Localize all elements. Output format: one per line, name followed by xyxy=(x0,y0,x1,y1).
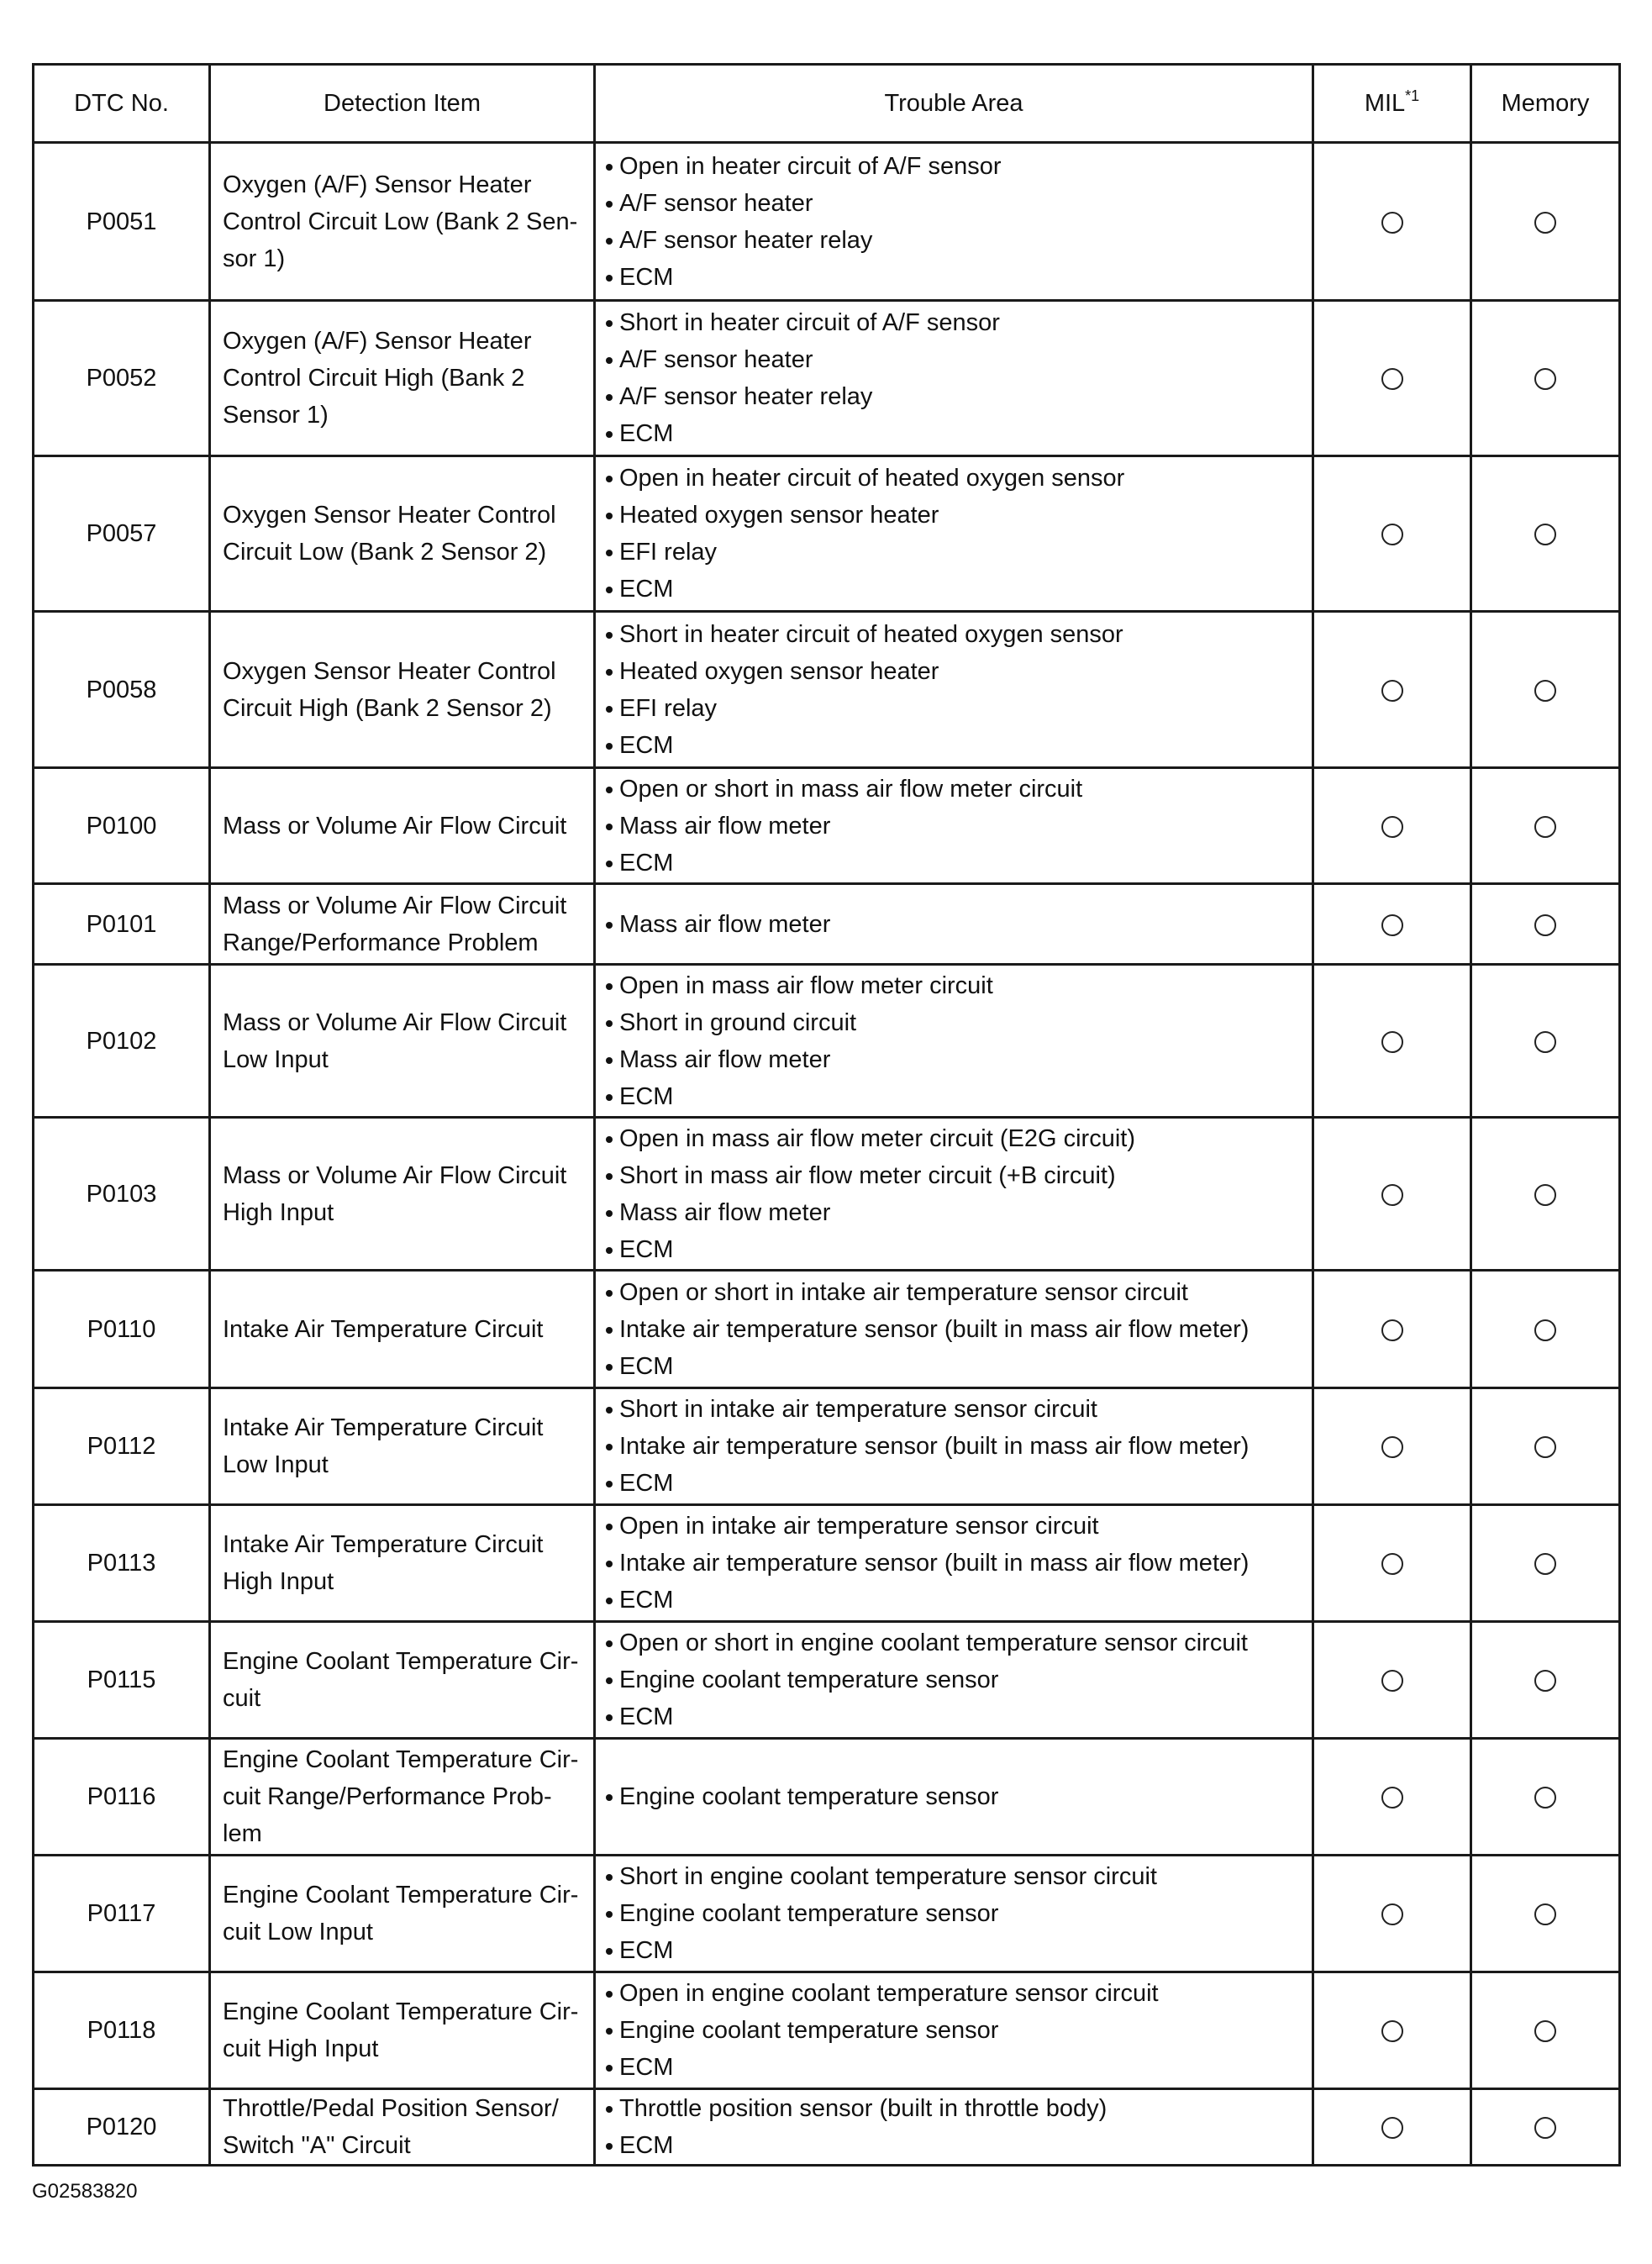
trouble-area-item: A/F sensor heater relay xyxy=(604,378,1303,415)
trouble-area-list xyxy=(604,1120,1303,1268)
trouble-area-list xyxy=(604,967,1303,1115)
detection-item xyxy=(210,1856,595,1972)
memory-circle-icon xyxy=(1534,1553,1556,1575)
memory-cell xyxy=(1471,143,1620,301)
detection-item xyxy=(210,1739,595,1856)
memory-cell xyxy=(1471,1856,1620,1972)
detection-item-line: High Input xyxy=(223,1198,334,1226)
detection-item xyxy=(210,1118,595,1271)
trouble-area-item: ECM xyxy=(604,1932,1303,1969)
dtc-code: P0051 xyxy=(34,143,210,301)
trouble-area-list xyxy=(604,148,1303,296)
mil-circle-icon xyxy=(1381,212,1403,234)
trouble-area xyxy=(595,143,1313,301)
memory-circle-icon xyxy=(1534,2020,1556,2042)
table-row xyxy=(34,768,1620,884)
memory-circle-icon xyxy=(1534,368,1556,390)
memory-cell xyxy=(1471,1972,1620,2089)
trouble-area-item: Open in mass air flow meter circuit xyxy=(604,967,1303,1004)
memory-circle-icon xyxy=(1534,1319,1556,1341)
mil-circle-icon xyxy=(1381,368,1403,390)
mil-circle-icon xyxy=(1381,1436,1403,1458)
trouble-area-item: Open in mass air flow meter circuit (E2G circuit) xyxy=(604,1120,1303,1157)
trouble-area-item: ECM xyxy=(604,1698,1303,1735)
table-row xyxy=(34,1118,1620,1271)
dtc-code: P0116 xyxy=(34,1739,210,1856)
trouble-area-item: EFI relay xyxy=(604,690,1303,727)
trouble-area-item: Open or short in intake air temperature sensor circuit xyxy=(604,1274,1303,1311)
mil-circle-icon xyxy=(1381,1184,1403,1206)
trouble-area-item: ECM xyxy=(604,1078,1303,1115)
trouble-area-item: Open or short in engine coolant temperature sensor circuit xyxy=(604,1624,1303,1661)
trouble-area-item: Short in engine coolant temperature sensor circuit xyxy=(604,1858,1303,1895)
header-mil-footnote: *1 xyxy=(1405,87,1420,104)
trouble-area-item: ECM xyxy=(604,415,1303,452)
detection-item-line: sor 1) xyxy=(223,245,286,272)
table-row xyxy=(34,456,1620,612)
mil-circle-icon xyxy=(1381,1553,1403,1575)
trouble-area-item: Open in heater circuit of heated oxygen sensor xyxy=(604,460,1303,497)
detection-item xyxy=(210,143,595,301)
dtc-code: P0117 xyxy=(34,1856,210,1972)
trouble-area-item: Engine coolant temperature sensor xyxy=(604,1778,1303,1815)
detection-item-line: Oxygen Sensor Heater Control xyxy=(223,502,556,529)
mil-cell xyxy=(1313,1622,1471,1739)
detection-item-line: Oxygen (A/F) Sensor Heater xyxy=(223,171,532,198)
trouble-area-list xyxy=(604,771,1303,882)
trouble-area-item: Short in ground circuit xyxy=(604,1004,1303,1041)
table-row xyxy=(34,1739,1620,1856)
detection-item-line: Intake Air Temperature Circuit xyxy=(223,1315,544,1343)
trouble-area-list xyxy=(604,616,1303,764)
dtc-table-body xyxy=(34,143,1620,2166)
table-row xyxy=(34,1972,1620,2089)
memory-cell xyxy=(1471,2089,1620,2166)
detection-item-line: Engine Coolant Temperature Cir- xyxy=(223,1648,579,1675)
trouble-area-item: A/F sensor heater relay xyxy=(604,222,1303,259)
trouble-area-item: Throttle position sensor (built in throttle body) xyxy=(604,2090,1303,2127)
detection-item xyxy=(210,1388,595,1505)
trouble-area-item: Heated oxygen sensor heater xyxy=(604,497,1303,534)
detection-item-line: Sensor 1) xyxy=(223,402,329,429)
table-row xyxy=(34,2089,1620,2166)
memory-cell xyxy=(1471,965,1620,1118)
memory-cell xyxy=(1471,612,1620,768)
memory-cell xyxy=(1471,1505,1620,1622)
dtc-code: P0120 xyxy=(34,2089,210,2166)
dtc-code: P0102 xyxy=(34,965,210,1118)
detection-item-line: Intake Air Temperature Circuit xyxy=(223,1531,544,1558)
table-row xyxy=(34,143,1620,301)
trouble-area xyxy=(595,1972,1313,2089)
mil-cell xyxy=(1313,456,1471,612)
mil-cell xyxy=(1313,1271,1471,1388)
trouble-area-item: Intake air temperature sensor (built in mass air flow meter) xyxy=(604,1545,1303,1582)
memory-circle-icon xyxy=(1534,1436,1556,1458)
dtc-code: P0115 xyxy=(34,1622,210,1739)
trouble-area-item: ECM xyxy=(604,259,1303,296)
detection-item xyxy=(210,1972,595,2089)
mil-cell xyxy=(1313,1388,1471,1505)
detection-item-line: High Input xyxy=(223,1568,334,1595)
trouble-area xyxy=(595,965,1313,1118)
mil-cell xyxy=(1313,1739,1471,1856)
trouble-area xyxy=(595,1739,1313,1856)
memory-cell xyxy=(1471,456,1620,612)
figure-id: G02583820 xyxy=(32,2180,138,2203)
trouble-area xyxy=(595,1118,1313,1271)
detection-item xyxy=(210,768,595,884)
detection-item xyxy=(210,1622,595,1739)
memory-cell xyxy=(1471,301,1620,456)
mil-circle-icon xyxy=(1381,816,1403,838)
dtc-code: P0118 xyxy=(34,1972,210,2089)
header-memory: Memory xyxy=(1471,65,1620,143)
table-row xyxy=(34,884,1620,965)
dtc-code: P0110 xyxy=(34,1271,210,1388)
memory-circle-icon xyxy=(1534,1031,1556,1053)
detection-item-line: Low Input xyxy=(223,1045,329,1073)
mil-cell xyxy=(1313,1972,1471,2089)
table-row xyxy=(34,965,1620,1118)
header-dtc: DTC No. xyxy=(34,65,210,143)
memory-cell xyxy=(1471,1271,1620,1388)
dtc-code: P0103 xyxy=(34,1118,210,1271)
trouble-area-list xyxy=(604,1624,1303,1735)
memory-cell xyxy=(1471,1622,1620,1739)
detection-item xyxy=(210,2089,595,2166)
trouble-area-item: ECM xyxy=(604,727,1303,764)
memory-cell xyxy=(1471,1739,1620,1856)
mil-circle-icon xyxy=(1381,1670,1403,1692)
mil-circle-icon xyxy=(1381,524,1403,545)
mil-circle-icon xyxy=(1381,2117,1403,2139)
memory-circle-icon xyxy=(1534,1670,1556,1692)
mil-circle-icon xyxy=(1381,1031,1403,1053)
header-row xyxy=(34,65,1620,143)
header-mil-label: MIL xyxy=(1364,90,1406,117)
trouble-area-item: Short in intake air temperature sensor circuit xyxy=(604,1391,1303,1428)
detection-item-line: cuit Range/Performance Prob- xyxy=(223,1783,552,1810)
trouble-area-item: Open in intake air temperature sensor circuit xyxy=(604,1508,1303,1545)
mil-cell xyxy=(1313,1118,1471,1271)
trouble-area-item: Open or short in mass air flow meter circuit xyxy=(604,771,1303,808)
trouble-area-item: ECM xyxy=(604,2049,1303,2086)
detection-item-line: lem xyxy=(223,1820,262,1847)
detection-item xyxy=(210,456,595,612)
memory-circle-icon xyxy=(1534,1903,1556,1925)
trouble-area-item: Mass air flow meter xyxy=(604,808,1303,845)
detection-item-line: Circuit High (Bank 2 Sensor 2) xyxy=(223,694,552,722)
detection-item-line: Engine Coolant Temperature Cir- xyxy=(223,1998,579,2025)
memory-cell xyxy=(1471,884,1620,965)
mil-cell xyxy=(1313,2089,1471,2166)
table-row xyxy=(34,1388,1620,1505)
trouble-area-list xyxy=(604,1508,1303,1619)
detection-item xyxy=(210,965,595,1118)
table-row xyxy=(34,1856,1620,1972)
detection-item-line: Engine Coolant Temperature Cir- xyxy=(223,1746,579,1773)
detection-item-line: Circuit Low (Bank 2 Sensor 2) xyxy=(223,539,547,566)
detection-item-line: Control Circuit High (Bank 2 xyxy=(223,365,525,392)
trouble-area-item: ECM xyxy=(604,1582,1303,1619)
detection-item xyxy=(210,301,595,456)
trouble-area-list xyxy=(604,2090,1303,2164)
mil-cell xyxy=(1313,965,1471,1118)
table-row xyxy=(34,1271,1620,1388)
memory-circle-icon xyxy=(1534,524,1556,545)
detection-item xyxy=(210,884,595,965)
mil-cell xyxy=(1313,768,1471,884)
trouble-area-list xyxy=(604,1391,1303,1502)
trouble-area-list xyxy=(604,906,1303,943)
trouble-area-item: ECM xyxy=(604,2127,1303,2164)
table-row xyxy=(34,1505,1620,1622)
trouble-area-item: Short in heater circuit of heated oxygen sensor xyxy=(604,616,1303,653)
detection-item-line: Range/Performance Problem xyxy=(223,929,539,956)
trouble-area-item: ECM xyxy=(604,1231,1303,1268)
memory-circle-icon xyxy=(1534,1787,1556,1809)
memory-cell xyxy=(1471,1118,1620,1271)
detection-item-line: Mass or Volume Air Flow Circuit xyxy=(223,812,567,840)
mil-cell xyxy=(1313,143,1471,301)
mil-circle-icon xyxy=(1381,1903,1403,1925)
detection-item-line: Intake Air Temperature Circuit xyxy=(223,1414,544,1441)
trouble-area-item: Mass air flow meter xyxy=(604,906,1303,943)
dtc-code: P0052 xyxy=(34,301,210,456)
detection-item-line: Mass or Volume Air Flow Circuit xyxy=(223,1008,567,1036)
trouble-area-item: Engine coolant temperature sensor xyxy=(604,1661,1303,1698)
trouble-area-item: Short in heater circuit of A/F sensor xyxy=(604,304,1303,341)
mil-circle-icon xyxy=(1381,2020,1403,2042)
trouble-area-item: ECM xyxy=(604,845,1303,882)
trouble-area xyxy=(595,884,1313,965)
trouble-area-item: Open in engine coolant temperature sensor circuit xyxy=(604,1975,1303,2012)
trouble-area-list xyxy=(604,1975,1303,2086)
dtc-code: P0057 xyxy=(34,456,210,612)
detection-item-line: cuit High Input xyxy=(223,2035,379,2062)
mil-cell xyxy=(1313,1856,1471,1972)
mil-cell xyxy=(1313,884,1471,965)
detection-item-line: Mass or Volume Air Flow Circuit xyxy=(223,1161,567,1189)
mil-cell xyxy=(1313,1505,1471,1622)
trouble-area-list xyxy=(604,1778,1303,1815)
dtc-code: P0113 xyxy=(34,1505,210,1622)
trouble-area xyxy=(595,1622,1313,1739)
trouble-area-item: Mass air flow meter xyxy=(604,1041,1303,1078)
trouble-area xyxy=(595,1856,1313,1972)
trouble-area-item: Engine coolant temperature sensor xyxy=(604,2012,1303,2049)
detection-item-line: Low Input xyxy=(223,1451,329,1478)
table-row xyxy=(34,612,1620,768)
trouble-area xyxy=(595,1271,1313,1388)
trouble-area xyxy=(595,456,1313,612)
trouble-area xyxy=(595,768,1313,884)
memory-circle-icon xyxy=(1534,680,1556,702)
dtc-code: P0100 xyxy=(34,768,210,884)
memory-circle-icon xyxy=(1534,1184,1556,1206)
trouble-area xyxy=(595,1388,1313,1505)
detection-item-line: Oxygen (A/F) Sensor Heater xyxy=(223,328,532,355)
memory-cell xyxy=(1471,1388,1620,1505)
detection-item xyxy=(210,1271,595,1388)
trouble-area-list xyxy=(604,1274,1303,1385)
trouble-area-item: Intake air temperature sensor (built in mass air flow meter) xyxy=(604,1311,1303,1348)
trouble-area-list xyxy=(604,304,1303,452)
trouble-area-item: ECM xyxy=(604,1465,1303,1502)
trouble-area-item: Heated oxygen sensor heater xyxy=(604,653,1303,690)
trouble-area-item: Open in heater circuit of A/F sensor xyxy=(604,148,1303,185)
detection-item-line: Throttle/Pedal Position Sensor/ xyxy=(223,2095,559,2122)
trouble-area-item: Engine coolant temperature sensor xyxy=(604,1895,1303,1932)
memory-circle-icon xyxy=(1534,212,1556,234)
memory-cell xyxy=(1471,768,1620,884)
mil-circle-icon xyxy=(1381,680,1403,702)
trouble-area-item: A/F sensor heater xyxy=(604,185,1303,222)
trouble-area-item: A/F sensor heater xyxy=(604,341,1303,378)
table-row xyxy=(34,301,1620,456)
dtc-code: P0058 xyxy=(34,612,210,768)
detection-item-line: Engine Coolant Temperature Cir- xyxy=(223,1882,579,1909)
trouble-area xyxy=(595,2089,1313,2166)
trouble-area-item: ECM xyxy=(604,1348,1303,1385)
mil-cell xyxy=(1313,301,1471,456)
trouble-area-item: Intake air temperature sensor (built in mass air flow meter) xyxy=(604,1428,1303,1465)
trouble-area xyxy=(595,301,1313,456)
mil-circle-icon xyxy=(1381,914,1403,936)
detection-item-line: Control Circuit Low (Bank 2 Sen- xyxy=(223,208,578,235)
mil-circle-icon xyxy=(1381,1319,1403,1341)
detection-item xyxy=(210,1505,595,1622)
memory-circle-icon xyxy=(1534,914,1556,936)
trouble-area-list xyxy=(604,460,1303,608)
header-detection-item: Detection Item xyxy=(210,65,595,143)
dtc-code: P0112 xyxy=(34,1388,210,1505)
detection-item-line: Switch "A" Circuit xyxy=(223,2132,411,2159)
table-row xyxy=(34,1622,1620,1739)
detection-item-line: Mass or Volume Air Flow Circuit xyxy=(223,892,567,919)
detection-item-line: Oxygen Sensor Heater Control xyxy=(223,657,556,685)
header-mil xyxy=(1313,65,1471,143)
mil-circle-icon xyxy=(1381,1787,1403,1809)
detection-item-line: cuit Low Input xyxy=(223,1919,373,1945)
detection-item xyxy=(210,612,595,768)
detection-item-line: cuit xyxy=(223,1685,261,1712)
memory-circle-icon xyxy=(1534,2117,1556,2139)
trouble-area-item: EFI relay xyxy=(604,534,1303,571)
trouble-area-list xyxy=(604,1858,1303,1969)
memory-circle-icon xyxy=(1534,816,1556,838)
trouble-area xyxy=(595,612,1313,768)
dtc-table xyxy=(32,63,1621,2167)
trouble-area xyxy=(595,1505,1313,1622)
trouble-area-item: Short in mass air flow meter circuit (+B circuit) xyxy=(604,1157,1303,1194)
mil-cell xyxy=(1313,612,1471,768)
trouble-area-item: ECM xyxy=(604,571,1303,608)
trouble-area-item: Mass air flow meter xyxy=(604,1194,1303,1231)
dtc-code: P0101 xyxy=(34,884,210,965)
header-trouble-area: Trouble Area xyxy=(595,65,1313,143)
